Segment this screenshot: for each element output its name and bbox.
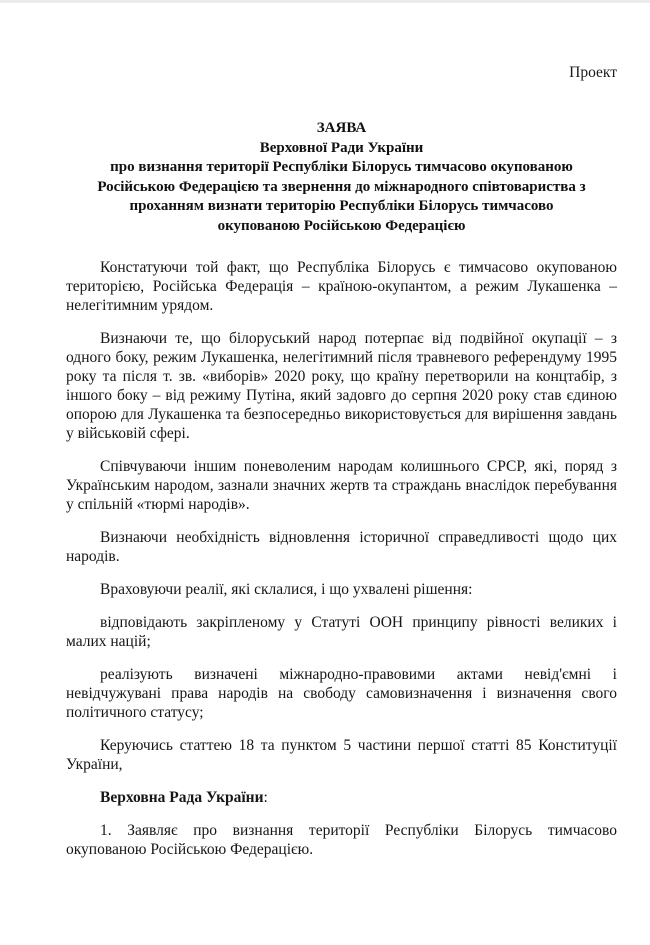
paragraph-clause-self-determination: реалізують визначені міжнародно-правовими актами невід'ємні і невідчужувані права народів на свободу самовизначення і визначення свого політичного статусу;	[66, 666, 617, 721]
paragraph-preamble-double-occupation: Визнаючи те, що білоруський народ потерпає від подвійної окупації – з одного боку, режим Лукашенка, нелегітимний після травневого референдуму 1995 року та після т. зв. «виборів» 2020 року, що країну перетворили на концтабір, з іншого боку – від режиму Путіна, який задовго до серпня 2020 року став єдиною опорою для Лукашенка та безпосередньо використовується для вирішення завдань у військовій сфері.	[66, 330, 617, 442]
paragraph-preamble-justice: Визнаючи необхідність відновлення історичної справедливості щодо цих народів.	[66, 529, 617, 565]
document-body	[66, 258, 617, 859]
resolution-heading-bold: Верховна Рада України	[100, 789, 264, 806]
title-line-authority: Верховної Ради України	[259, 139, 424, 156]
paragraph-preamble-realities: Враховуючи реалії, які склалися, і що ухвалені рішення:	[100, 581, 473, 598]
paragraph-preamble-facts: Констатуючи той факт, що Республіка Білорусь є тимчасово окупованою територією, Російська Федерація – країною-окупантом, а режим Лукашенка – нелегітимним урядом.	[66, 259, 617, 314]
paragraph-clause-un-charter: відповідають закріпленому у Статуті ООН принципу рівності великих і малих націй;	[66, 614, 617, 650]
title-line-subject-2: Російською Федерацією та звернення до міжнародного співтовариства з	[97, 178, 586, 195]
title-line-subject-4: окупованою Російською Федерацією	[217, 217, 466, 234]
title-line-subject-1: про визнання території Республіки Білорусь тимчасово окупованою	[110, 159, 573, 175]
title-line-statement: ЗАЯВА	[316, 120, 367, 136]
resolution-heading	[66, 788, 617, 807]
project-label: Проект	[569, 64, 617, 81]
title-line-subject-3: проханням визнати територію Республіки Білорусь тимчасово	[129, 198, 554, 214]
resolution-heading-colon: :	[263, 789, 268, 806]
document-title	[66, 119, 617, 236]
paragraph-preamble-sympathy: Співчуваючи іншим поневоленим народам колишнього СРСР, які, поряд з Українським народом, зазнали значних жертв та страждань внаслідок перебування у спільній «тюрмі народів».	[66, 458, 617, 513]
paragraph-legal-basis: Керуючись статтею 18 та пунктом 5 частини першої статті 85 Конституції України,	[66, 737, 617, 773]
resolution-item-1: 1. Заявляє про визнання території Республіки Білорусь тимчасово окупованою Російською Федерацією.	[66, 822, 617, 858]
